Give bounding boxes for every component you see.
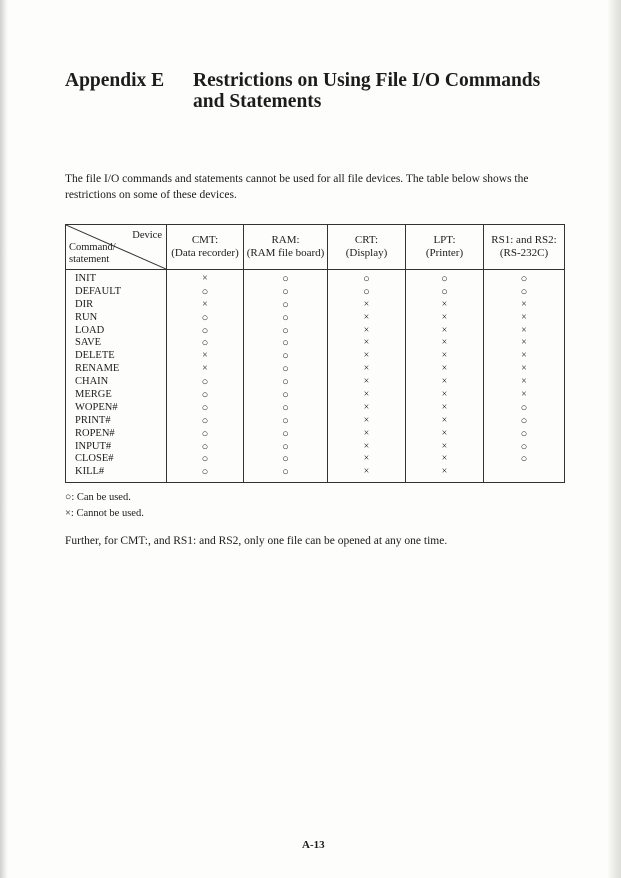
can-use-mark: ○ — [201, 337, 209, 350]
command-name: KILL# — [75, 466, 105, 478]
cannot-use-mark: × — [363, 427, 370, 439]
cannot-use-mark: × — [363, 376, 370, 388]
cannot-use-mark: × — [441, 466, 448, 478]
command-name: LOAD — [75, 324, 105, 336]
cannot-use-mark: × — [521, 363, 527, 375]
command-name: RUN — [75, 311, 98, 323]
cannot-use-mark: × — [363, 389, 370, 401]
command-name: SAVE — [75, 337, 102, 349]
device-header-cmt — [167, 225, 244, 270]
cannot-use-mark: × — [363, 414, 370, 426]
command-name: DIR — [75, 298, 94, 310]
table-body-row — [66, 270, 565, 483]
can-use-mark: ○ — [201, 453, 209, 466]
cannot-use-mark: × — [363, 311, 370, 323]
corner-command-line1: Command/ — [69, 242, 116, 253]
can-use-mark: ○ — [282, 350, 289, 363]
can-use-mark: ○ — [282, 427, 289, 440]
cannot-use-mark: × — [521, 311, 527, 323]
cannot-use-mark: × — [363, 363, 370, 375]
appendix-label: Appendix E — [65, 70, 165, 91]
can-use-mark: ○ — [520, 427, 528, 440]
cannot-use-mark: × — [441, 311, 448, 323]
cannot-use-mark: × — [363, 337, 370, 349]
rs232c-availability-column — [484, 270, 565, 483]
can-use-mark: ○ — [520, 285, 528, 298]
device-desc: (Data recorder) — [171, 247, 239, 259]
can-use-mark: ○ — [201, 414, 209, 427]
ram-availability-column — [244, 270, 328, 483]
can-use-mark: ○ — [282, 311, 289, 324]
cannot-use-mark: × — [363, 453, 370, 465]
cannot-use-mark: × — [363, 440, 370, 452]
command-name: INPUT# — [75, 440, 112, 452]
can-use-mark: ○ — [520, 440, 528, 453]
cannot-use-mark: × — [521, 337, 527, 349]
can-use-mark: ○ — [282, 389, 289, 402]
cannot-use-mark: × — [363, 324, 370, 336]
can-use-mark: ○ — [282, 324, 289, 337]
page-edge-left — [0, 0, 8, 878]
command-name: MERGE — [75, 389, 112, 401]
cannot-use-mark: × — [363, 298, 370, 310]
cannot-use-mark: × — [441, 363, 448, 375]
cmt-availability-column — [167, 270, 244, 483]
empty-cell — [484, 466, 564, 479]
page-number: A-13 — [302, 839, 325, 851]
can-use-mark: ○ — [282, 285, 289, 298]
restrictions-table — [65, 224, 565, 483]
cannot-use-mark: × — [441, 401, 448, 413]
command-name: CHAIN — [75, 376, 109, 388]
cannot-use-mark: × — [521, 324, 527, 336]
can-use-mark: ○ — [282, 273, 289, 285]
command-name: DEFAULT — [75, 285, 122, 297]
can-use-mark: ○ — [520, 453, 528, 466]
cannot-use-mark: × — [441, 453, 448, 465]
device-header-crt — [328, 225, 406, 270]
device-name: CRT: — [354, 234, 379, 246]
device-name: LPT: — [433, 234, 456, 246]
cannot-use-mark: × — [441, 337, 448, 349]
can-use-mark: ○ — [201, 311, 209, 324]
page-edge-right — [607, 0, 621, 878]
can-use-mark: ○ — [201, 427, 209, 440]
cannot-use-mark: × — [441, 350, 448, 362]
note-paragraph: Further, for CMT:, and RS1: and RS2, only one file can be opened at any one time. — [65, 535, 448, 547]
cannot-use-mark: × — [521, 389, 527, 401]
cannot-use-mark: × — [363, 350, 370, 362]
device-desc: (RS-232C) — [499, 247, 549, 259]
device-desc: (Display) — [345, 247, 388, 259]
intro-paragraph: The file I/O commands and statements cannot be used for all file devices. The table below shows the restrictions on some of these devices. — [65, 173, 529, 201]
can-use-mark: ○ — [282, 298, 289, 311]
can-use-mark: ○ — [520, 414, 528, 427]
can-use-mark: ○ — [282, 337, 289, 350]
legend-cannot-be-used: ×: Cannot be used. — [65, 508, 144, 519]
can-use-mark: ○ — [520, 273, 528, 285]
legend — [65, 490, 144, 522]
device-desc: (Printer) — [425, 247, 464, 259]
cannot-use-mark: × — [202, 363, 208, 375]
device-name: RS1: and RS2: — [491, 234, 557, 246]
corner-command-label — [69, 242, 116, 266]
can-use-mark: ○ — [282, 414, 289, 427]
can-use-mark: ○ — [201, 440, 209, 453]
cannot-use-mark: × — [202, 298, 208, 310]
can-use-mark: ○ — [282, 440, 289, 453]
cannot-use-mark: × — [441, 389, 448, 401]
cannot-use-mark: × — [441, 324, 448, 336]
cannot-use-mark: × — [202, 273, 208, 284]
can-use-mark: ○ — [282, 453, 289, 466]
cannot-use-mark: × — [441, 440, 448, 452]
can-use-mark: ○ — [520, 401, 528, 414]
command-name: CLOSE# — [75, 453, 114, 465]
command-name: INIT — [75, 273, 96, 284]
device-header-lpt — [406, 225, 484, 270]
corner-command-line2: statement — [69, 254, 110, 265]
can-use-mark: ○ — [441, 285, 448, 298]
can-use-mark: ○ — [441, 273, 448, 285]
cannot-use-mark: × — [441, 298, 448, 310]
table-header-row — [66, 225, 565, 270]
legend-can-be-used: ○: Can be used. — [65, 492, 131, 503]
cannot-use-mark: × — [363, 401, 370, 413]
can-use-mark: ○ — [201, 324, 209, 337]
can-use-mark: ○ — [282, 376, 289, 389]
can-use-mark: ○ — [201, 401, 209, 414]
crt-availability-column — [328, 270, 406, 483]
cannot-use-mark: × — [521, 298, 527, 310]
cannot-use-mark: × — [202, 350, 208, 362]
table-corner-cell — [66, 225, 167, 270]
can-use-mark: ○ — [282, 363, 289, 376]
can-use-mark: ○ — [201, 285, 209, 298]
page-title: Restrictions on Using File I/O Commands and Statements — [193, 70, 541, 112]
device-name: RAM: — [271, 234, 300, 246]
can-use-mark: ○ — [363, 273, 370, 285]
cannot-use-mark: × — [521, 350, 527, 362]
command-name: ROPEN# — [75, 427, 115, 439]
command-name: DELETE — [75, 350, 115, 362]
can-use-mark: ○ — [201, 389, 209, 402]
cannot-use-mark: × — [363, 466, 370, 478]
corner-device-label: Device — [132, 230, 162, 241]
can-use-mark: ○ — [201, 376, 209, 389]
lpt-availability-column — [406, 270, 484, 483]
can-use-mark: ○ — [282, 466, 289, 479]
command-name: WOPEN# — [75, 401, 118, 413]
command-name: RENAME — [75, 363, 120, 375]
can-use-mark: ○ — [363, 285, 370, 298]
cannot-use-mark: × — [441, 376, 448, 388]
device-header-ram — [244, 225, 328, 270]
device-header-rs232c — [484, 225, 565, 270]
cannot-use-mark: × — [521, 376, 527, 388]
cannot-use-mark: × — [441, 414, 448, 426]
command-name: PRINT# — [75, 414, 111, 426]
cannot-use-mark: × — [441, 427, 448, 439]
can-use-mark: ○ — [282, 401, 289, 414]
device-name: CMT: — [191, 234, 219, 246]
can-use-mark: ○ — [201, 466, 209, 479]
command-list — [66, 270, 167, 483]
device-desc: (RAM file board) — [246, 247, 325, 259]
